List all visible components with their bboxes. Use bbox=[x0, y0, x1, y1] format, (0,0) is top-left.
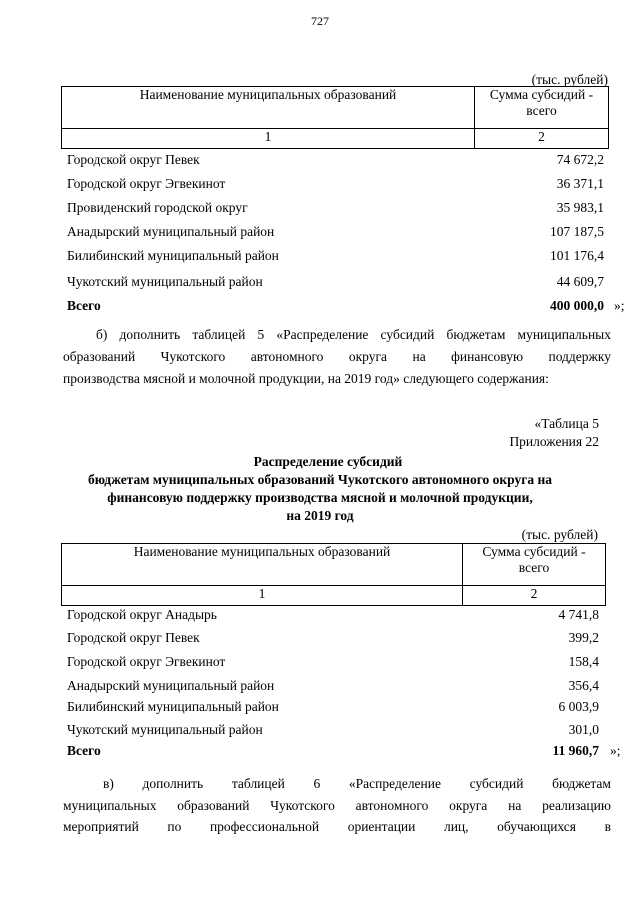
table2-total-value: 11 960,7 bbox=[552, 743, 599, 758]
table1-total-row bbox=[67, 296, 604, 316]
table2-row-value: 399,2 bbox=[568, 630, 599, 645]
table1-header-sum-line1: Сумма субсидий - bbox=[489, 87, 594, 102]
table1-row-name: Чукотский муниципальный район bbox=[67, 274, 263, 289]
paragraph-v-word: Чукотского bbox=[270, 798, 335, 813]
paragraph-v-word: округа bbox=[449, 798, 488, 813]
paragraph-v-word: на bbox=[508, 798, 522, 813]
paragraph-v-word: профессиональной bbox=[209, 819, 320, 834]
table2-row bbox=[67, 628, 599, 648]
paragraph-v-word: в) bbox=[103, 776, 114, 791]
table2-header-sum bbox=[463, 544, 606, 586]
table1-row bbox=[67, 150, 604, 170]
table1-total-value: 400 000,0 bbox=[550, 298, 604, 313]
table1-row-value: 36 371,1 bbox=[556, 176, 604, 191]
table1-closing-quote: »; bbox=[614, 298, 625, 313]
paragraph-v-word: таблицей bbox=[231, 776, 285, 791]
table1-row bbox=[67, 272, 604, 292]
table2-appendix-label: Приложения 22 bbox=[509, 434, 599, 449]
paragraph-b-line1: б) дополнить таблицей 5 «Распределение субсидий бюджетам муниципальных bbox=[96, 327, 611, 342]
paragraph-v-word: «Распределение bbox=[348, 776, 441, 791]
paragraph-b-word: Чукотского bbox=[160, 349, 226, 364]
table2-row-name: Городской округ Эгвекинот bbox=[67, 654, 226, 669]
paragraph-v-line1 bbox=[103, 775, 611, 792]
table1-row-value: 44 609,7 bbox=[556, 274, 604, 289]
table1-row-name: Анадырский муниципальный район bbox=[67, 224, 275, 239]
table1-row-value: 74 672,2 bbox=[556, 152, 604, 167]
table1-total-label: Всего bbox=[67, 298, 101, 313]
paragraph-v-word: муниципальных bbox=[63, 798, 157, 813]
table2-total-row bbox=[67, 741, 599, 761]
paragraph-b-word: округа bbox=[348, 349, 388, 364]
paragraph-v-word: лиц, bbox=[443, 819, 469, 834]
table1-header-sum bbox=[475, 87, 609, 129]
table2-row-value: 158,4 bbox=[568, 654, 599, 669]
table2-row bbox=[67, 606, 599, 626]
paragraph-b-word: поддержку bbox=[548, 349, 611, 364]
table1-row bbox=[67, 198, 604, 218]
paragraph-v-line3 bbox=[63, 818, 611, 835]
paragraph-v-word: обучающихся bbox=[497, 819, 576, 834]
table2-header-name: Наименование муниципальных образований bbox=[62, 544, 463, 586]
table1-row-value: 35 983,1 bbox=[556, 200, 604, 215]
table2-units: (тыс. рублей) bbox=[521, 527, 598, 542]
table2-title-line1: Распределение субсидий bbox=[253, 454, 403, 469]
paragraph-b-line2 bbox=[63, 348, 611, 365]
table2-header-sum-line2: всего bbox=[518, 560, 550, 575]
paragraph-b-word: финансовую bbox=[451, 349, 524, 364]
table2-row-name: Городской округ Анадырь bbox=[67, 607, 217, 622]
table2-row bbox=[67, 697, 599, 717]
table2-label: «Таблица 5 bbox=[534, 416, 599, 431]
paragraph-v-word: реализацию bbox=[542, 798, 611, 813]
table2-row-value: 301,0 bbox=[568, 722, 599, 737]
table2-title-line3: финансовую поддержку производства мясной и молочной продукции, bbox=[107, 490, 533, 505]
paragraph-v-word: 6 bbox=[313, 776, 321, 791]
paragraph-v-word: по bbox=[167, 819, 182, 834]
paragraph-v-word: бюджетам bbox=[552, 776, 611, 791]
table1-header bbox=[61, 86, 609, 149]
table2-row bbox=[67, 676, 599, 696]
paragraph-b-word: на bbox=[412, 349, 426, 364]
table2-row-name: Чукотский муниципальный район bbox=[67, 722, 263, 737]
table1-units: (тыс. рублей) bbox=[531, 72, 608, 87]
table2-row bbox=[67, 652, 599, 672]
paragraph-v-word: автономного bbox=[355, 798, 429, 813]
table2-row-name: Билибинский муниципальный район bbox=[67, 699, 279, 714]
table2-row-value: 356,4 bbox=[568, 678, 599, 693]
table2-row bbox=[67, 720, 599, 740]
table2-header-num2: 2 bbox=[463, 586, 606, 606]
table2-title-line4: на 2019 год bbox=[286, 508, 354, 523]
table2-header bbox=[61, 543, 606, 606]
table1-row-name: Билибинский муниципальный район bbox=[67, 248, 279, 263]
table1-row bbox=[67, 246, 604, 266]
table2-header-sum-line1: Сумма субсидий - bbox=[482, 544, 586, 559]
table2-row-value: 6 003,9 bbox=[558, 699, 599, 714]
paragraph-v-word: субсидий bbox=[469, 776, 524, 791]
table1-row bbox=[67, 222, 604, 242]
table1-row-name: Городской округ Певек bbox=[67, 152, 200, 167]
page-number: 727 bbox=[311, 14, 329, 28]
table2-row-value: 4 741,8 bbox=[558, 607, 599, 622]
table1-row bbox=[67, 174, 604, 194]
table1-header-num2: 2 bbox=[475, 129, 609, 149]
paragraph-v-word: мероприятий bbox=[63, 819, 139, 834]
table2-total-label: Всего bbox=[67, 743, 101, 758]
table2-row-name: Городской округ Певек bbox=[67, 630, 200, 645]
table2-row-name: Анадырский муниципальный район bbox=[67, 678, 275, 693]
table1-row-name: Провиденский городской округ bbox=[67, 200, 248, 215]
table1-row-name: Городской округ Эгвекинот bbox=[67, 176, 226, 191]
table1-row-value: 107 187,5 bbox=[550, 224, 604, 239]
table2-title-line2: бюджетам муниципальных образований Чукотского автономного округа на bbox=[87, 472, 553, 487]
table1-header-name: Наименование муниципальных образований bbox=[62, 87, 475, 129]
table1-header-sum-line2: всего bbox=[526, 103, 557, 118]
paragraph-b-line3: производства мясной и молочной продукции, на 2019 год» следующего содержания: bbox=[63, 371, 549, 386]
paragraph-v-word: образований bbox=[177, 798, 250, 813]
table2-header-num1: 1 bbox=[62, 586, 463, 606]
table1-row-value: 101 176,4 bbox=[550, 248, 604, 263]
paragraph-v-word: дополнить bbox=[142, 776, 204, 791]
paragraph-b-word: образований bbox=[63, 349, 136, 364]
paragraph-b-word: автономного bbox=[250, 349, 324, 364]
paragraph-v-word: в bbox=[604, 819, 611, 834]
paragraph-v-word: ориентации bbox=[347, 819, 416, 834]
table2-closing-quote: »; bbox=[610, 743, 621, 758]
paragraph-v-line2 bbox=[63, 797, 611, 814]
table1-header-num1: 1 bbox=[62, 129, 475, 149]
